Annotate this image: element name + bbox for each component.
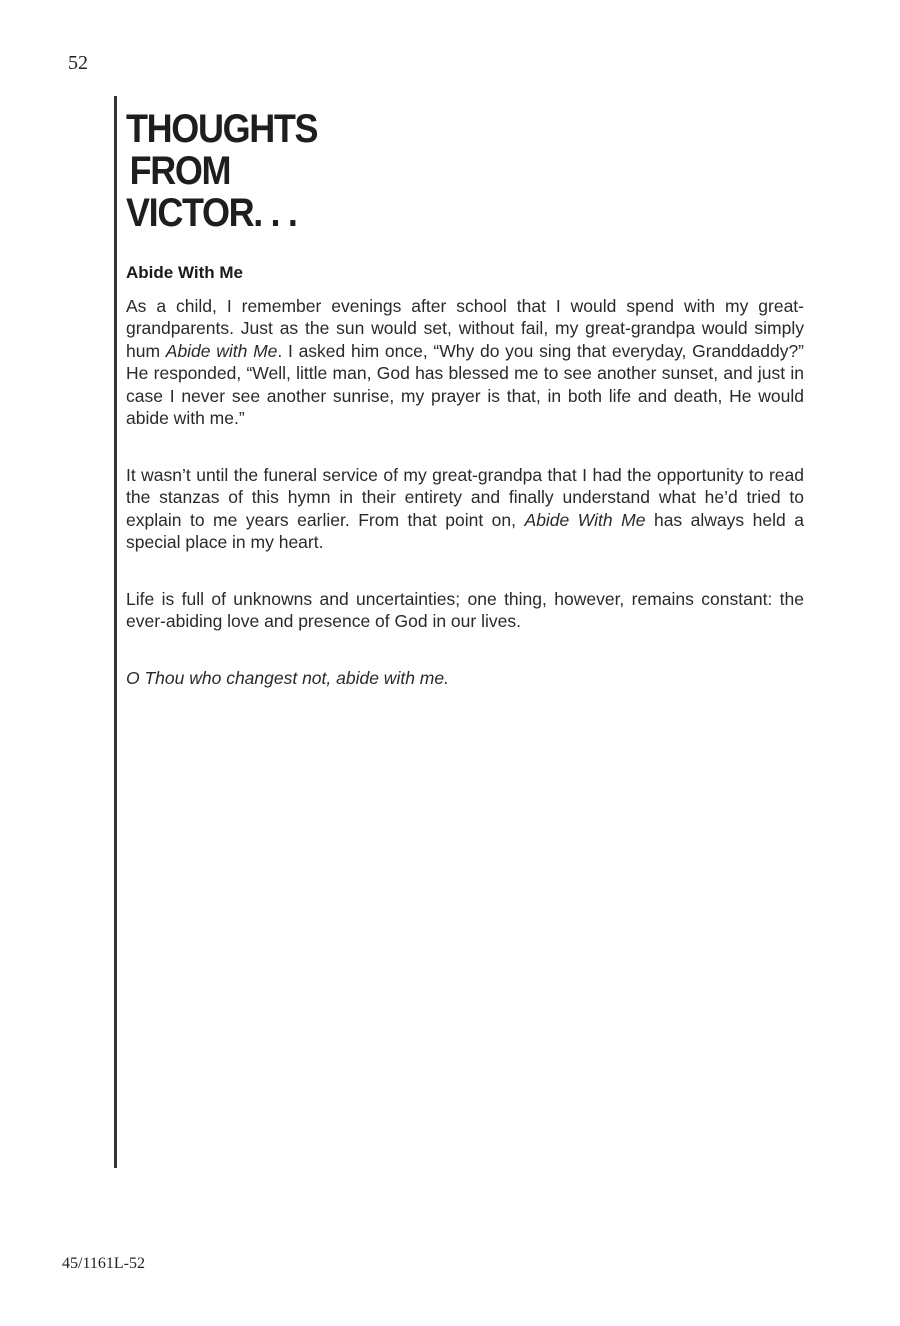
- page-number: 52: [68, 52, 88, 74]
- paragraph-3: Life is full of unknowns and uncertainties; one thing, however, remains constant: the ever-abiding love and presence of God in our lives.: [126, 588, 804, 631]
- vertical-rule: [114, 96, 117, 1168]
- paragraph-2-text-b: has always held a special place in my heart.: [126, 509, 804, 552]
- paragraph-1-text-b: . I asked him once, “Why do you sing that everyday, Granddaddy?” He responded, “Well, little man, God has blessed me to see another sunset, and just in case I never see another sunrise, my prayer is that, in both life and death, He would abide with me.”: [126, 340, 804, 428]
- hymn-title-italic: Abide With Me: [524, 509, 646, 530]
- title-line-1: THOUGHTS: [126, 107, 318, 151]
- title-line-2: FROM: [129, 149, 231, 193]
- footer-code: 45/1161L-52: [62, 1255, 145, 1272]
- title-line-3: VICTOR. . .: [126, 191, 297, 235]
- article-body: [126, 262, 804, 689]
- hymn-title-italic: Abide with Me: [165, 340, 278, 361]
- section-heading: Abide With Me: [126, 263, 243, 282]
- page-title: [126, 108, 317, 234]
- paragraph-1-text-a: As a child, I remember evenings after school that I would spend with my great-grandparents. Just as the sun would set, without fail, my great-grandpa would simply hum: [126, 295, 804, 361]
- paragraph-2: [126, 464, 804, 554]
- paragraph-2-text-a: It wasn’t until the funeral service of my great-grandpa that I had the opportunity to read the stanzas of this hymn in their entirety and finally understand what he’d tried to explain to me years earlier. From that point on,: [126, 464, 804, 530]
- paragraph-1: [126, 295, 804, 430]
- closing-line: O Thou who changest not, abide with me.: [126, 667, 449, 688]
